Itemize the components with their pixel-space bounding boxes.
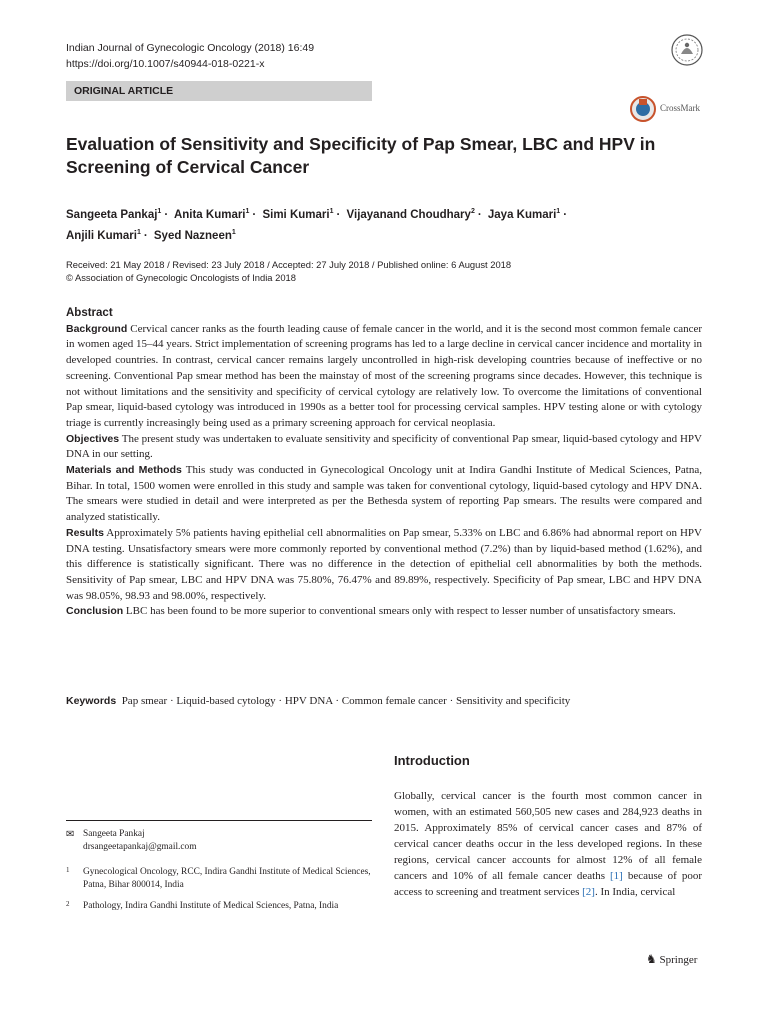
abstract-conclusion: Conclusion LBC has been found to be more superior to conventional smears only with respect to lesser number of unsatisfactory smears. <box>66 605 676 618</box>
author[interactable]: Simi Kumari$^1$ <box>262 208 334 221</box>
affiliation: 2 Pathology, Indira Gandhi Institute of Medical Sciences, Patna, India <box>66 900 339 911</box>
footnote-divider <box>66 820 372 821</box>
journal-header <box>66 40 314 72</box>
keywords-text: Pap smear · Liquid-based cytology · HPV DNA · Common female cancer · Sensitivity and specificity <box>121 695 571 707</box>
reference-link[interactable]: [2] <box>582 886 595 898</box>
publisher-logo <box>646 952 697 966</box>
springer-horse-icon: ♞ <box>646 952 657 966</box>
author[interactable]: Sangeeta Pankaj$^1$ <box>66 208 162 221</box>
affiliation: 1 Gynecological Oncology, RCC, Indira Gandhi Institute of Medical Sciences, Patna, Bihar 800014, India <box>66 866 371 890</box>
correspondence <box>66 828 372 854</box>
journal-citation: Indian Journal of Gynecologic Oncology (2018) 16:49 <box>66 42 315 54</box>
author[interactable]: Syed Nazneen$^1$ <box>153 228 236 242</box>
article-title: Evaluation of Sensitivity and Specificity of Pap Smear, LBC and HPV in Screening of Cervical Cancer <box>66 134 656 177</box>
abstract-background: Background Cervical cancer ranks as the fourth leading cause of female cancer in the world, and it is the second most common female cancer in women aged 15–44 years. Strict implementation of screening programs has led to a large decline in cervical cancer incidence and mortality in developed countries. In contrast, cervical cancer remains largely uncontrolled in high-risk developing countries because of ineffective or no screening. Conventional Pap smear method has been the mainstay of most of the screening programs since decades. However, this technique is not without limitations and the sensitivity and specificity of cervical cytology are relatively low. To overcome the limitations of conventional Pap smear, liquid-based cytology was introduced in 1990s as a better tool for processing cervical samples. HPV testing alone or with cytology triage is currently increasingly being used as a primary screening approach for cervical neoplasia. <box>66 322 703 429</box>
corresponding-author: Sangeeta Pankaj <box>83 829 145 839</box>
abstract <box>66 306 702 620</box>
journal-emblem-icon <box>670 30 704 70</box>
author-list: Sangeeta Pankaj$^1$ · Anita Kumari$^1$ · Simi Kumari$^1$ · Vijayanand Choudhary$^2$ · Jaya Kumari$^1$ · Anjili Kumari$^1$ · Syed Nazneen$^1$ <box>66 208 568 242</box>
article-type-badge: ORIGINAL ARTICLE <box>66 81 372 101</box>
introduction-text: Globally, cervical cancer is the fourth most common cancer in women, with an estimated 560,505 new cases and 284,923 deaths in 2015. Approximately 85% of cervical cancer cases and 87% of cervical cancer deaths occur in the less developed regions. In these regions, cervical cancer accounts for almost 12% of all female cancers and 10% of all female cancer deaths [1] because of poor access to screening and treatment services [2]. In India, cervical <box>394 790 702 898</box>
author[interactable]: Jaya Kumari$^1$ <box>487 208 561 221</box>
abstract-methods: Materials and Methods This study was conducted in Gynecological Oncology unit at Indira Gandhi Institute of Medical Sciences, Patna, Bihar. In total, 1500 women were enrolled in this study and sample was taken for conventional cytology, liquid-based cytology and HPV DNA. The smears were studied in detail and were interpreted as per the Bethesda system of reporting Pap smears. The results were compared and analyzed statistically. <box>66 464 702 524</box>
history-dates: Received: 21 May 2018 / Revised: 23 July 2018 / Accepted: 27 July 2018 / Published online: 6 August 2018 <box>66 259 512 270</box>
publication-dates <box>66 258 686 284</box>
abstract-objectives: Objectives The present study was undertaken to evaluate sensitivity and specificity of conventional Pap smear, liquid-based cytology and HPV DNA in our setting. <box>66 432 702 461</box>
author[interactable]: Anjili Kumari$^1$ <box>66 228 141 242</box>
envelope-icon: ✉ <box>66 829 75 840</box>
abstract-heading: Abstract <box>66 307 113 319</box>
introduction-heading: Introduction <box>394 753 470 768</box>
publisher-name: Springer <box>659 954 698 966</box>
copyright: © Association of Gynecologic Oncologists of India 2018 <box>66 272 296 283</box>
author[interactable]: Vijayanand Choudhary$^2$ <box>346 208 475 221</box>
keywords-label: Keywords <box>66 695 117 707</box>
keywords <box>66 694 702 709</box>
doi-link[interactable]: https://doi.org/10.1007/s40944-018-0221-x <box>66 58 265 70</box>
abstract-results: Results Approximately 5% patients having epithelial cell abnormalities on Pap smear, 5.33% on LBC and 6.86% had abnormal report on HPV DNA testing. Unsatisfactory smears were more commonly reported by conventional method (7.2%) than by liquid-based method (1.62%), and this difference is statistically significant. There was no difference in the detection of epithelial cell abnormalities by both the methods. Sensitivity of Pap smear, LBC and HPV DNA was 75.80%, 76.47% and 89.89%, respectively. Specificity of Pap smear, LBC and HPV DNA was 98.05%, 98.93 and 98.00%, respectively. <box>66 526 702 602</box>
crossmark-label: CrossMark <box>660 103 700 113</box>
author[interactable]: Anita Kumari$^1$ <box>173 208 250 221</box>
email-link[interactable]: drsangeetapankaj@gmail.com <box>83 842 197 852</box>
reference-link[interactable]: [1] <box>609 870 623 882</box>
